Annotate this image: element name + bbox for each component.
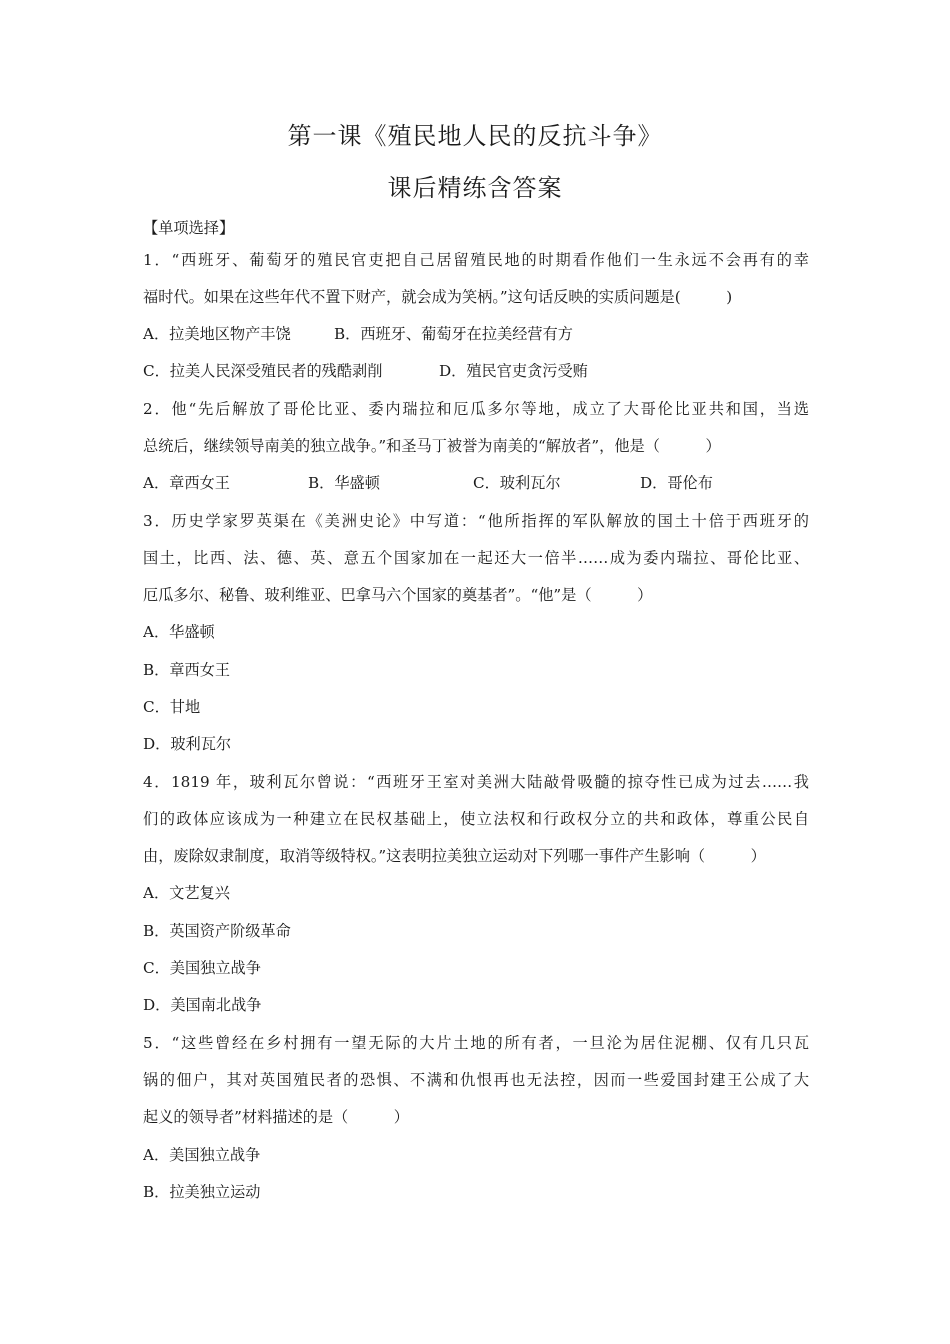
option-b: B．章西女王 xyxy=(143,661,231,679)
question-text-line: 1．“西班牙、葡萄牙的殖民官吏把自己居留殖民地的时期看作他们一生永远不会再有的幸 xyxy=(143,251,809,269)
question-text-line: 由，废除奴隶制度，取消等级特权。”这表明拉美独立运动对下列哪一事件产生影响（ ） xyxy=(143,847,766,865)
option-a: A．拉美地区物产丰饶 xyxy=(143,325,291,343)
option-a: A．美国独立战争 xyxy=(143,1146,261,1164)
question-text-line: 3．历史学家罗英渠在《美洲史论》中写道：“他所指挥的军队解放的国土十倍于西班牙的 xyxy=(143,512,809,530)
section-label: 【单项选择】 xyxy=(143,219,235,237)
question-text-line: 厄瓜多尔、秘鲁、玻利维亚、巴拿马六个国家的奠基者”。“他”是（ ） xyxy=(143,586,653,604)
question-text-line: 2．他“先后解放了哥伦比亚、委内瑞拉和厄瓜多尔等地，成立了大哥伦比亚共和国，当选 xyxy=(143,400,809,418)
option-b: B．华盛顿 xyxy=(308,474,380,492)
option-b: B．英国资产阶级革命 xyxy=(143,922,291,940)
option-d: D．殖民官吏贪污受贿 xyxy=(439,362,588,380)
option-b: B．西班牙、葡萄牙在拉美经营有方 xyxy=(334,325,573,343)
question-text-line: 5．“这些曾经在乡村拥有一望无际的大片土地的所有者，一旦沦为居住泥棚、仅有几只瓦 xyxy=(143,1034,809,1052)
option-a: A．华盛顿 xyxy=(143,623,215,641)
question-text-line: 锅的佃户，其对英国殖民者的恐惧、不满和仇恨再也无法控，因而一些爱国封建王公成了大 xyxy=(143,1071,809,1089)
option-b: B．拉美独立运动 xyxy=(143,1183,261,1201)
question-text-line: 起义的领导者”材料描述的是（ ） xyxy=(143,1108,409,1126)
option-d: D．玻利瓦尔 xyxy=(143,735,232,753)
question-text-line: 4．1819 年，玻利瓦尔曾说：“西班牙王室对美洲大陆敲骨吸髓的掠夺性已成为过去……我 xyxy=(143,773,809,791)
option-c: C．玻利瓦尔 xyxy=(473,474,561,492)
question-text-line: 们的政体应该成为一种建立在民权基础上，使立法权和行政权分立的共和政体，尊重公民自 xyxy=(143,810,809,828)
option-a: A．章西女王 xyxy=(143,474,230,492)
question-text-line: 国土，比西、法、德、英、意五个国家加在一起还大一倍半……成为委内瑞拉、哥伦比亚、 xyxy=(143,549,809,567)
option-c: C．甘地 xyxy=(143,698,201,716)
question-text-line: 福时代。如果在这些年代不置下财产，就会成为笑柄。”这句话反映的实质问题是( ) xyxy=(143,288,733,306)
option-d: D．美国南北战争 xyxy=(143,996,262,1014)
document-title: 第一课《殖民地人民的反抗斗争》 xyxy=(287,122,663,150)
document-subtitle: 课后精练含答案 xyxy=(387,174,563,202)
option-c: C．美国独立战争 xyxy=(143,959,261,977)
option-c: C．拉美人民深受殖民者的残酷剥削 xyxy=(143,362,383,380)
option-d: D．哥伦布 xyxy=(640,474,713,492)
option-a: A．文艺复兴 xyxy=(143,884,230,902)
question-text-line: 总统后，继续领导南美的独立战争。”和圣马丁被誉为南美的“解放者”，他是（ ） xyxy=(143,437,721,455)
